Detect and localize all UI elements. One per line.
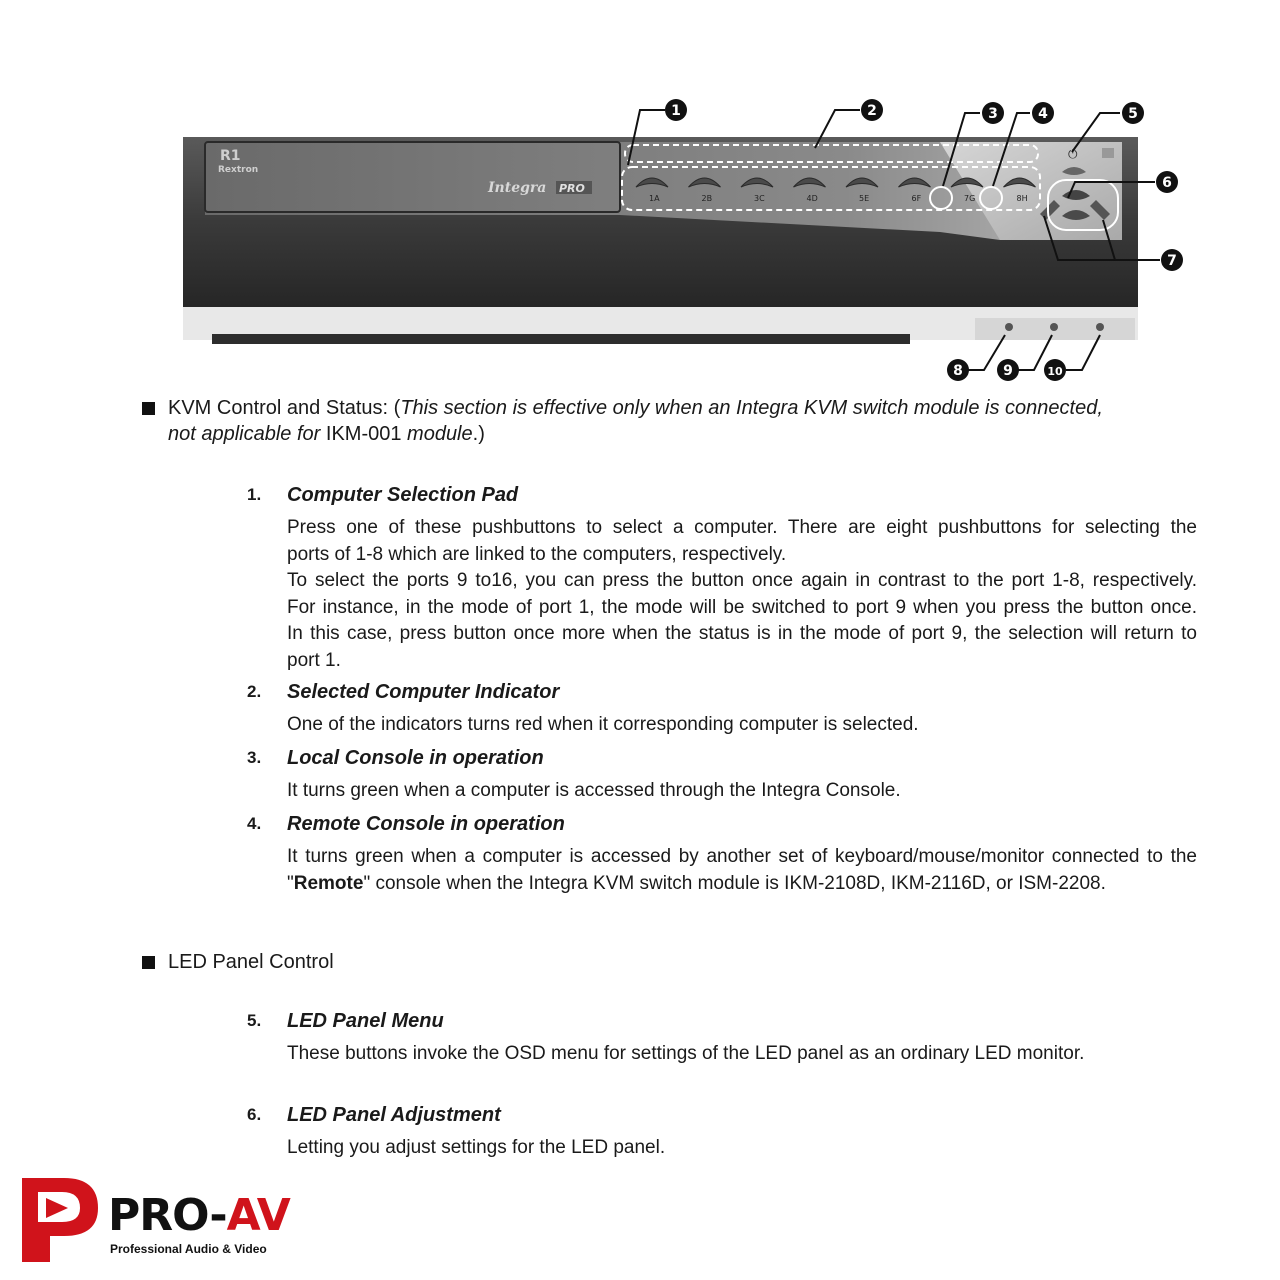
- port-label: 5E: [859, 194, 870, 203]
- desc-line: Press one of these pushbuttons to select a computer. There are eight pushbuttons for selecting the: [287, 517, 1197, 538]
- callout-number-9: 9: [1003, 363, 1013, 379]
- pro-av-logo-mark: [18, 1174, 102, 1266]
- kvm-note-text-3: module: [407, 423, 473, 445]
- led-indicator-7: [1005, 323, 1013, 331]
- desc-line: port 1.: [287, 649, 341, 671]
- desc-bold-text: Remote: [293, 872, 364, 894]
- item-number: 3.: [247, 748, 262, 767]
- desc-line: ports of 1-8 which are linked to the computers, respectively.: [287, 543, 787, 565]
- item-description: Letting you adjust settings for the LED panel.: [287, 1137, 666, 1158]
- item-number: 2.: [247, 682, 262, 701]
- item-description: It turns green when a computer is accessed through the Integra Console.: [287, 780, 901, 801]
- desc-text: It turns green when a computer is accessed by another set of keyboard/mouse/monitor connected to the ": [287, 846, 1197, 894]
- kvm-note-text-2: not applicable for: [168, 423, 321, 445]
- item-description: [287, 844, 1197, 897]
- item-title: LED Panel Adjustment: [287, 1104, 501, 1126]
- port-label: 8H: [1016, 194, 1028, 203]
- callout-number-8: 8: [953, 363, 963, 379]
- callout-number-10: 10: [1047, 365, 1063, 378]
- bullet-square: [142, 956, 155, 969]
- item-number: 1.: [247, 485, 262, 504]
- callout-number-7: 7: [1167, 253, 1177, 269]
- desc-line: In this case, press button once more when the status is in the mode of port 9, the selection will return to: [287, 623, 1197, 644]
- item-title: Selected Computer Indicator: [287, 681, 560, 703]
- kvm-section-line-2: [168, 421, 485, 447]
- device-model-badge-text: PRO: [559, 182, 585, 195]
- item-title: Computer Selection Pad: [287, 484, 519, 506]
- kvm-module-name: IKM-001: [320, 423, 408, 445]
- led-indicator-8: [1050, 323, 1058, 331]
- bullet-square: [142, 402, 155, 415]
- pro-av-logo: [18, 1172, 298, 1268]
- callout-number-1: 1: [671, 103, 681, 119]
- port-label: 4D: [806, 194, 818, 203]
- device-brand-text: Rextron: [218, 165, 259, 175]
- item-title: Remote Console in operation: [287, 813, 565, 835]
- callout-number-5: 5: [1128, 106, 1138, 122]
- port-label: 3C: [754, 194, 765, 203]
- callout-number-2: 2: [867, 103, 877, 119]
- power-led: [1102, 148, 1114, 158]
- keyboard-slot: [212, 334, 910, 344]
- item-title: LED Panel Menu: [287, 1010, 444, 1032]
- item-number: 5.: [247, 1011, 262, 1030]
- callout-number-4: 4: [1038, 106, 1048, 122]
- pro-av-wordmark: [108, 1190, 290, 1241]
- item-title: Local Console in operation: [287, 747, 544, 769]
- kvm-note-text: This section is effective only when an Integra KVM switch module is connected,: [400, 397, 1103, 419]
- port-label: 7G: [964, 194, 976, 203]
- callout-number-6: 6: [1162, 175, 1172, 191]
- power-icon: ⏻: [1068, 147, 1078, 161]
- port-label: 2B: [701, 194, 713, 203]
- brand-accent-text: AV: [226, 1190, 290, 1241]
- desc-line: To select the ports 9 to16, you can press the button once again in contrast to the port 1-8, respectively.: [287, 570, 1197, 591]
- kvm-heading-text: KVM Control and Status: (: [168, 397, 401, 419]
- item-description: These buttons invoke the OSD menu for settings of the LED panel as an ordinary LED monitor.: [287, 1043, 1085, 1064]
- item-description: One of the indicators turns red when it corresponding computer is selected.: [287, 714, 919, 735]
- item-number: 4.: [247, 814, 262, 833]
- desc-text: " console when the Integra KVM switch module is IKM-2108D, IKM-2116D, or ISM-2208.: [363, 872, 1106, 894]
- brand-tagline: Professional Audio & Video: [110, 1242, 267, 1256]
- desc-line: For instance, in the mode of port 1, the mode will be switched to port 9 when you press the button once.: [287, 596, 1197, 618]
- port-label: 1A: [649, 194, 660, 203]
- item-number: 6.: [247, 1105, 262, 1124]
- port-label: 6F: [911, 194, 922, 203]
- kvm-note-close: .): [472, 423, 485, 445]
- device-front-panel-figure: [0, 0, 1280, 395]
- kvm-section-line-1: [168, 395, 1103, 421]
- led-indicator-9: [1096, 323, 1104, 331]
- brand-text: PRO-: [108, 1190, 227, 1241]
- device-logo-mark: R1: [220, 148, 241, 164]
- item-description: [287, 515, 1197, 674]
- device-model-text: Integra: [488, 180, 547, 196]
- led-heading-text: LED Panel Control: [168, 951, 334, 973]
- callout-number-3: 3: [988, 106, 998, 122]
